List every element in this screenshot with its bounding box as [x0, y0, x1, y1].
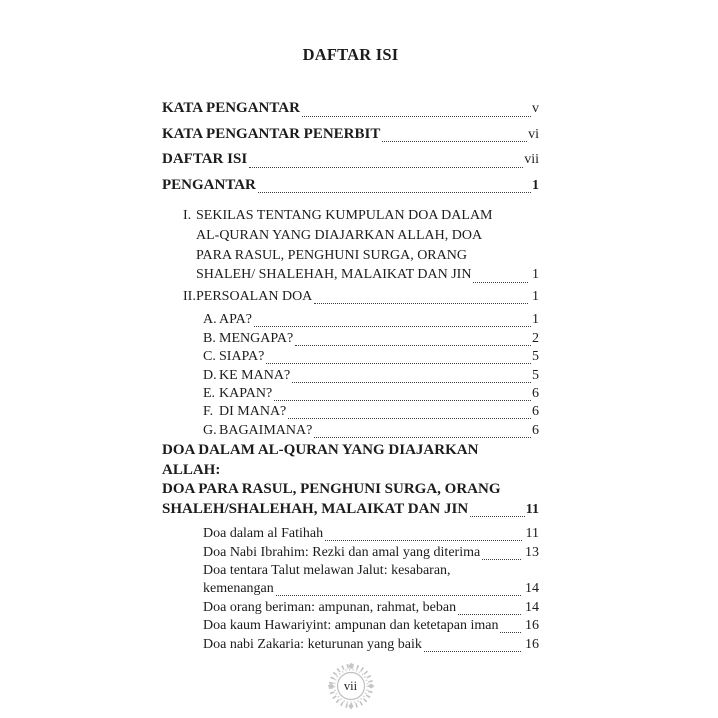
toc-entry-line: kemenangan — [203, 581, 274, 597]
dot-leader — [470, 516, 525, 517]
toc-page-number: 14 — [525, 581, 539, 597]
toc-page-number: vii — [524, 152, 539, 168]
sub-entries — [162, 525, 539, 654]
entry-letter: F. — [203, 404, 214, 420]
chapter-heading-line: DOA DALAM AL-QURAN YANG DIAJARKAN ALLAH: — [162, 442, 479, 478]
page-number-ornament — [327, 662, 375, 710]
toc-page-number: 6 — [532, 404, 539, 420]
toc-page-number: 1 — [532, 177, 539, 193]
toc-page-number: 6 — [532, 386, 539, 402]
entry-letter: E. — [203, 386, 216, 402]
toc-page-number: 5 — [532, 367, 539, 383]
toc-page-number: 13 — [525, 544, 539, 560]
entry-letter: C. — [203, 349, 216, 365]
toc-page-number: 16 — [525, 618, 539, 634]
dot-leader — [249, 167, 523, 168]
toc-entry — [162, 599, 539, 617]
toc-page-number: 1 — [532, 312, 539, 328]
toc-page-number: 2 — [532, 330, 539, 346]
toc-section-entry — [162, 287, 539, 307]
toc-entry-line: SEKILAS TENTANG KUMPULAN DOA DALAM — [196, 208, 493, 224]
toc-entry-label: DAFTAR ISI — [162, 151, 248, 168]
dot-leader — [382, 141, 527, 142]
toc-entry — [162, 348, 539, 366]
dot-leader — [473, 282, 528, 283]
dot-leader — [500, 632, 521, 633]
footer-page-number: vii — [343, 678, 358, 693]
dot-leader — [314, 303, 528, 304]
entry-letter: D. — [203, 367, 217, 383]
toc-page-number: 14 — [525, 599, 539, 615]
dot-leader — [458, 614, 521, 615]
dot-leader — [482, 559, 521, 560]
toc-entry-label: PENGANTAR — [162, 176, 256, 193]
dot-leader — [274, 400, 531, 401]
toc-entry-label: Doa orang beriman: ampunan, rahmat, beban — [203, 599, 457, 615]
toc-entry-label: KAPAN? — [219, 386, 273, 402]
dot-leader — [295, 345, 531, 346]
toc-entry-label: APA? — [219, 312, 252, 328]
toc-entry — [162, 96, 539, 122]
table-of-contents — [162, 0, 539, 710]
toc-page-number: 1 — [532, 288, 539, 304]
entry-letter: A. — [203, 312, 217, 328]
dot-leader — [302, 116, 531, 117]
toc-entry-label: Doa Nabi Ibrahim: Rezki dan amal yang diterima — [203, 544, 481, 560]
toc-entry — [162, 367, 539, 385]
toc-entry-label: Doa kaum Hawariyint: ampunan dan ketetapan iman — [203, 618, 499, 634]
toc-entry-label: DI MANA? — [219, 404, 287, 420]
toc-entry-label: Doa dalam al Fatihah — [203, 526, 324, 542]
dot-leader — [288, 418, 531, 419]
toc-page-number: v — [532, 101, 539, 116]
toc-page-number: 11 — [525, 501, 539, 517]
toc-entry-line: SHALEH/ SHALEHAH, MALAIKAT DAN JIN — [196, 267, 472, 283]
toc-entry-line: PARA RASUL, PENGHUNI SURGA, ORANG — [196, 247, 467, 263]
toc-entry — [162, 311, 539, 329]
chapter-heading — [162, 441, 539, 519]
toc-entry-line: Doa tentara Talut melawan Jalut: kesabaran, — [203, 563, 451, 579]
toc-page-number: 5 — [532, 349, 539, 365]
section-numeral: II. — [183, 288, 196, 304]
dot-leader — [424, 651, 521, 652]
toc-entry — [162, 617, 539, 635]
dot-leader — [258, 192, 531, 193]
toc-entry — [162, 330, 539, 348]
dot-leader — [292, 382, 531, 383]
dot-leader — [314, 437, 531, 438]
toc-section-entry — [162, 206, 539, 285]
dot-leader — [266, 363, 531, 364]
toc-entry — [162, 147, 539, 173]
toc-page-number: 11 — [525, 526, 539, 542]
lettered-entries — [162, 311, 539, 440]
page-title: DAFTAR ISI — [302, 45, 399, 64]
toc-page-number: vi — [528, 126, 539, 142]
toc-page-number: 6 — [532, 422, 539, 438]
dot-leader — [254, 326, 531, 327]
toc-entry-label: BAGAIMANA? — [219, 422, 313, 438]
toc-entry — [162, 525, 539, 543]
toc-page-number: 1 — [532, 267, 539, 283]
front-matter-entries — [162, 96, 539, 198]
toc-entry-line: PERSOALAN DOA — [196, 288, 313, 304]
toc-entry — [162, 385, 539, 403]
toc-entry — [162, 173, 539, 199]
toc-page-number: 16 — [525, 636, 539, 652]
toc-entry — [162, 403, 539, 421]
section-numeral: I. — [183, 208, 192, 224]
toc-entry-label: SIAPA? — [219, 349, 265, 365]
toc-entry — [162, 122, 539, 148]
dot-leader — [325, 540, 521, 541]
toc-entry — [162, 636, 539, 654]
toc-entry — [162, 544, 539, 562]
chapter-heading-line: SHALEH/SHALEHAH, MALAIKAT DAN JIN — [162, 500, 469, 517]
toc-entry-label: KE MANA? — [219, 367, 291, 383]
toc-entry-label: KATA PENGANTAR PENERBIT — [162, 125, 381, 142]
chapter-heading-line: DOA PARA RASUL, PENGHUNI SURGA, ORANG — [162, 481, 501, 498]
toc-entry-label: KATA PENGANTAR — [162, 100, 300, 116]
toc-entry — [162, 422, 539, 440]
dot-leader — [276, 595, 521, 596]
toc-entry-label: MENGAPA? — [219, 330, 294, 346]
entry-letter: G. — [203, 422, 217, 438]
entry-letter: B. — [203, 330, 216, 346]
toc-entry-line: AL-QURAN YANG DIAJARKAN ALLAH, DOA — [196, 228, 483, 244]
toc-entry-label: Doa nabi Zakaria: keturunan yang baik — [203, 636, 422, 652]
toc-entry — [162, 562, 539, 599]
